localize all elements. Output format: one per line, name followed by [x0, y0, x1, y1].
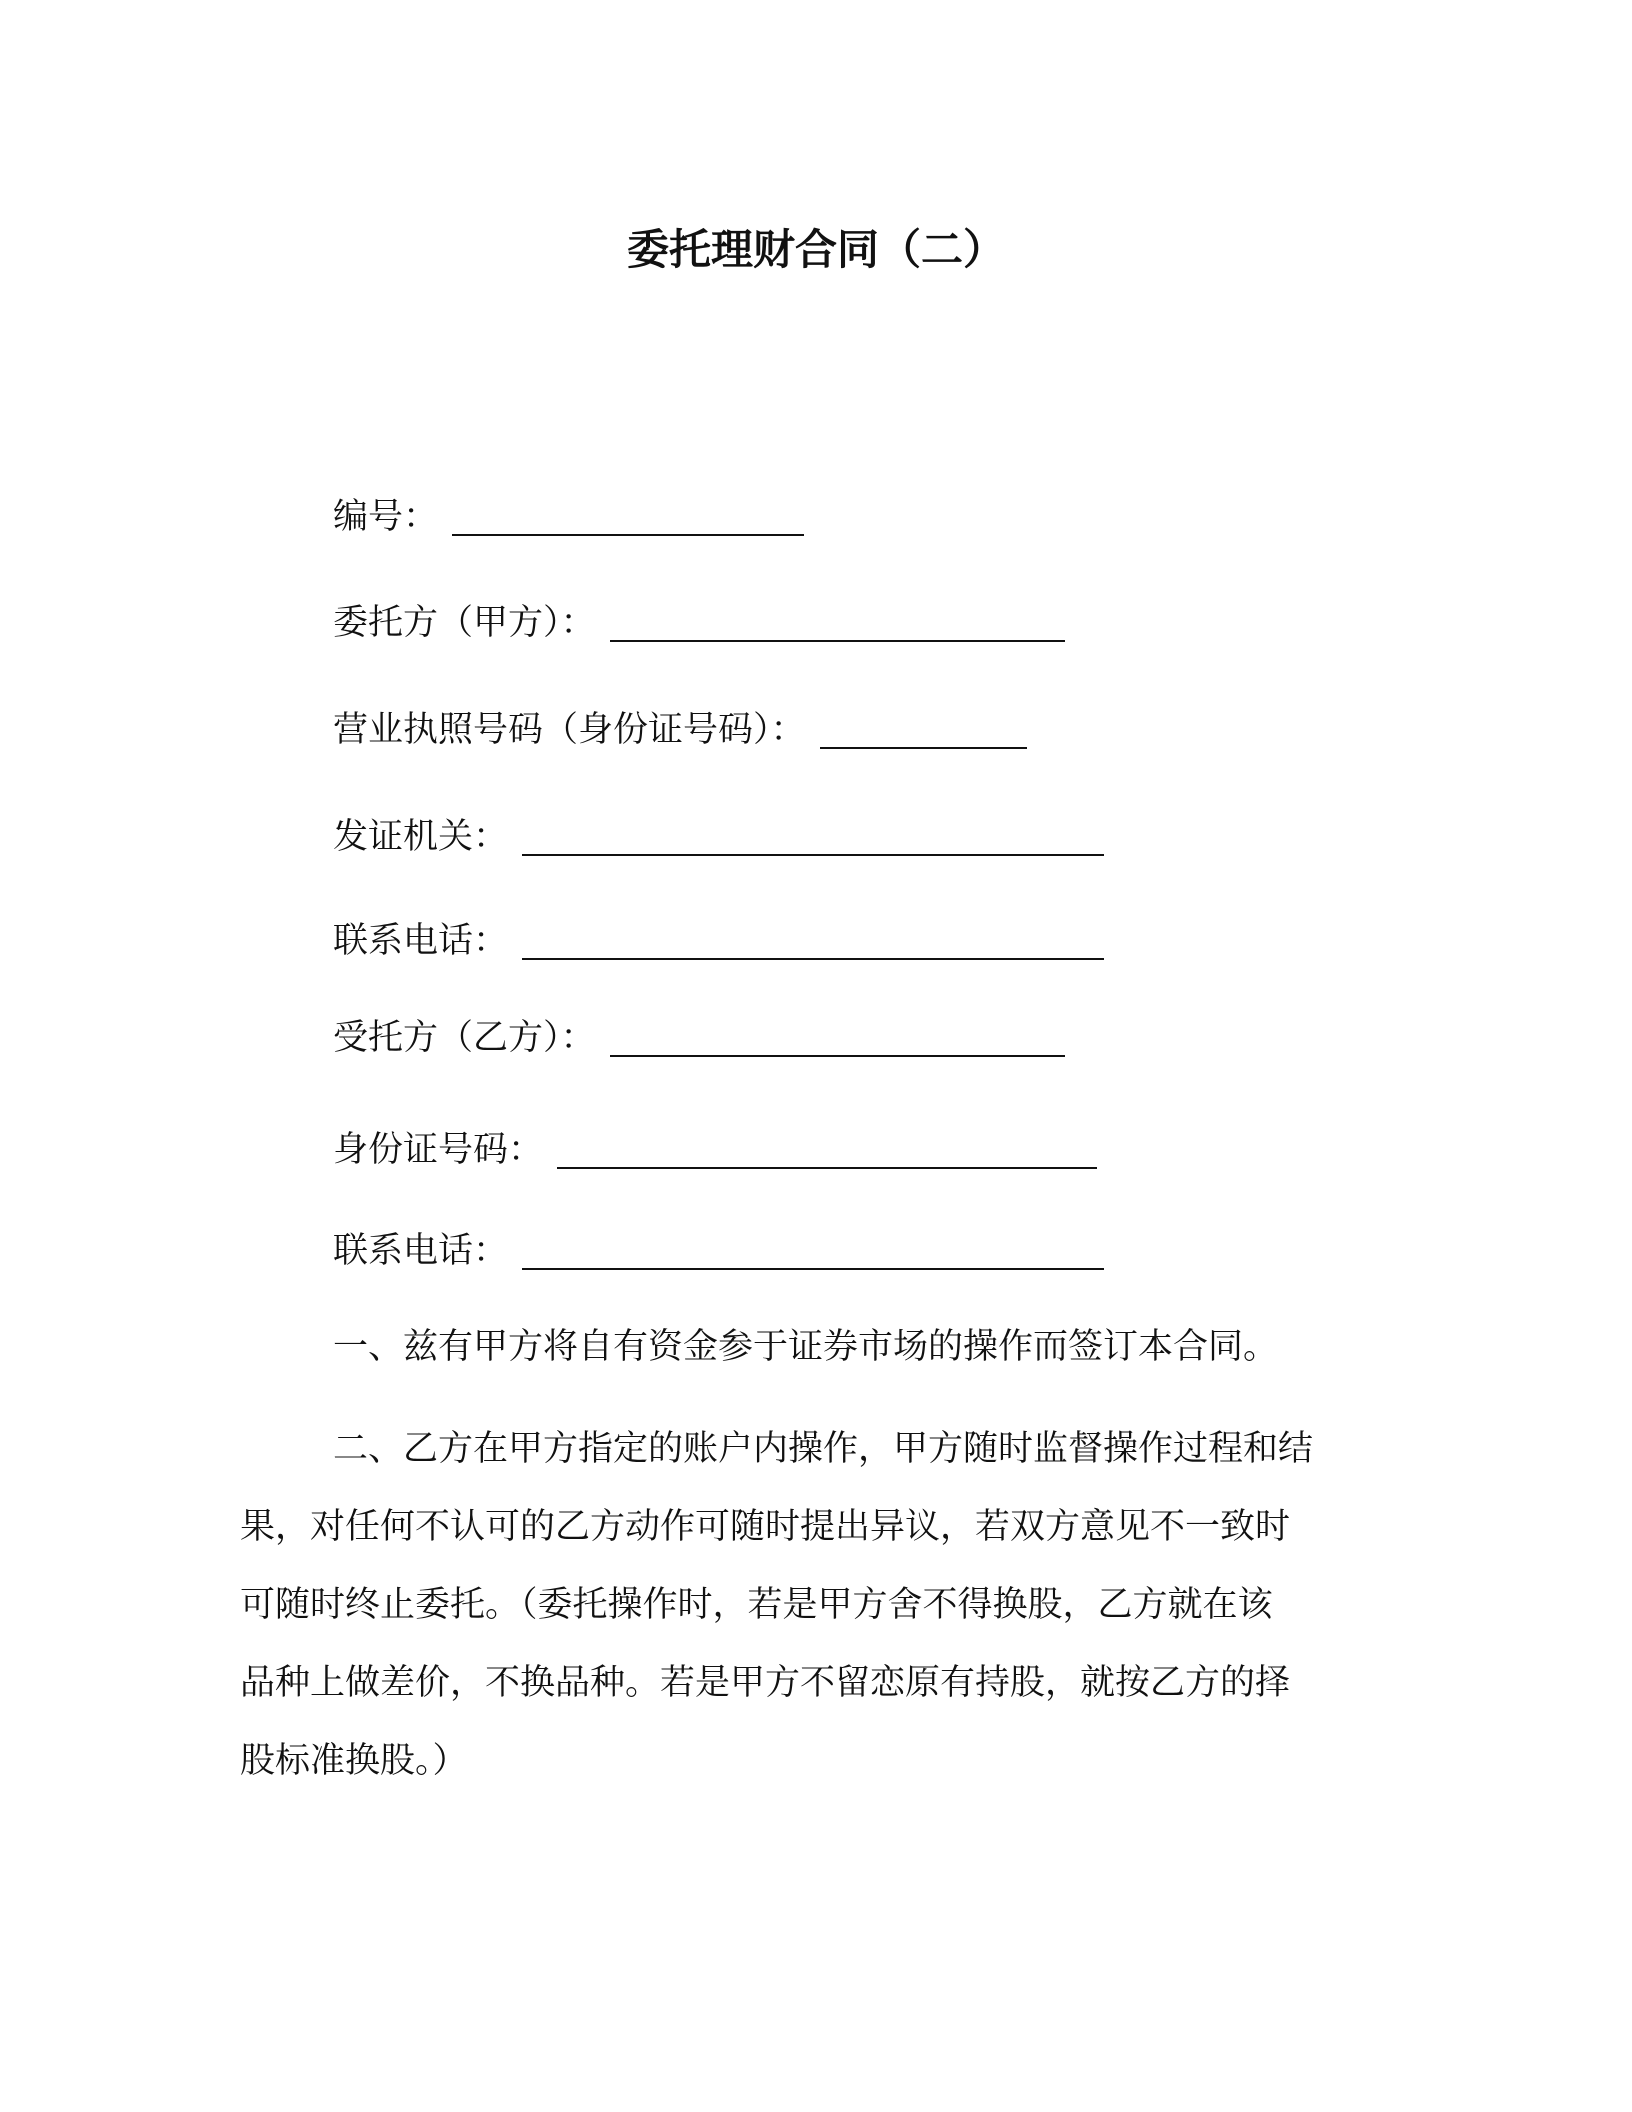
party-b-id-number-field — [333, 1125, 1097, 1175]
clause-2-line: 品种上做差价，不换品种。若是甲方不留恋原有持股，就按乙方的择 — [240, 1663, 1291, 1703]
fill-in-blank — [557, 1131, 1097, 1169]
party-a-phone-field — [333, 916, 1104, 966]
field-label: 委托方（甲方）： — [333, 603, 596, 643]
clause-2-line: 可随时终止委托。（委托操作时，若是甲方舍不得换股，乙方就在该 — [240, 1585, 1273, 1625]
page-title: 委托理财合同（二） — [626, 225, 1005, 274]
field-label: 营业执照号码（身份证号码）： — [333, 710, 806, 750]
field-label: 发证机关： — [333, 817, 509, 857]
fill-in-blank — [522, 1232, 1104, 1270]
party-b-phone-field — [333, 1226, 1104, 1276]
clause-1: 一、兹有甲方将自有资金参于证券市场的操作而签订本合同。 — [333, 1327, 1279, 1367]
clause-2-line: 二、乙方在甲方指定的账户内操作，甲方随时监督操作过程和结 — [333, 1429, 1314, 1469]
field-label: 编号： — [333, 497, 439, 537]
fill-in-blank — [452, 498, 804, 536]
clause-2-line: 果，对任何不认可的乙方动作可随时提出异议，若双方意见不一致时 — [240, 1507, 1291, 1547]
fill-in-blank — [522, 818, 1104, 856]
contract-number-field — [333, 492, 804, 542]
field-label: 身份证号码： — [333, 1130, 544, 1170]
fill-in-blank — [522, 922, 1104, 960]
fill-in-blank — [610, 604, 1065, 642]
field-label: 受托方（乙方）： — [333, 1018, 596, 1058]
field-label: 联系电话： — [333, 1231, 509, 1271]
trustee-party-b-field — [333, 1013, 1065, 1063]
principal-party-a-field — [333, 598, 1065, 648]
field-label: 联系电话： — [333, 921, 509, 961]
clause-2-line: 股标准换股。） — [240, 1741, 468, 1781]
fill-in-blank — [820, 711, 1027, 749]
fill-in-blank — [610, 1019, 1065, 1057]
license-id-number-field — [333, 705, 1027, 755]
issuing-authority-field — [333, 812, 1104, 862]
